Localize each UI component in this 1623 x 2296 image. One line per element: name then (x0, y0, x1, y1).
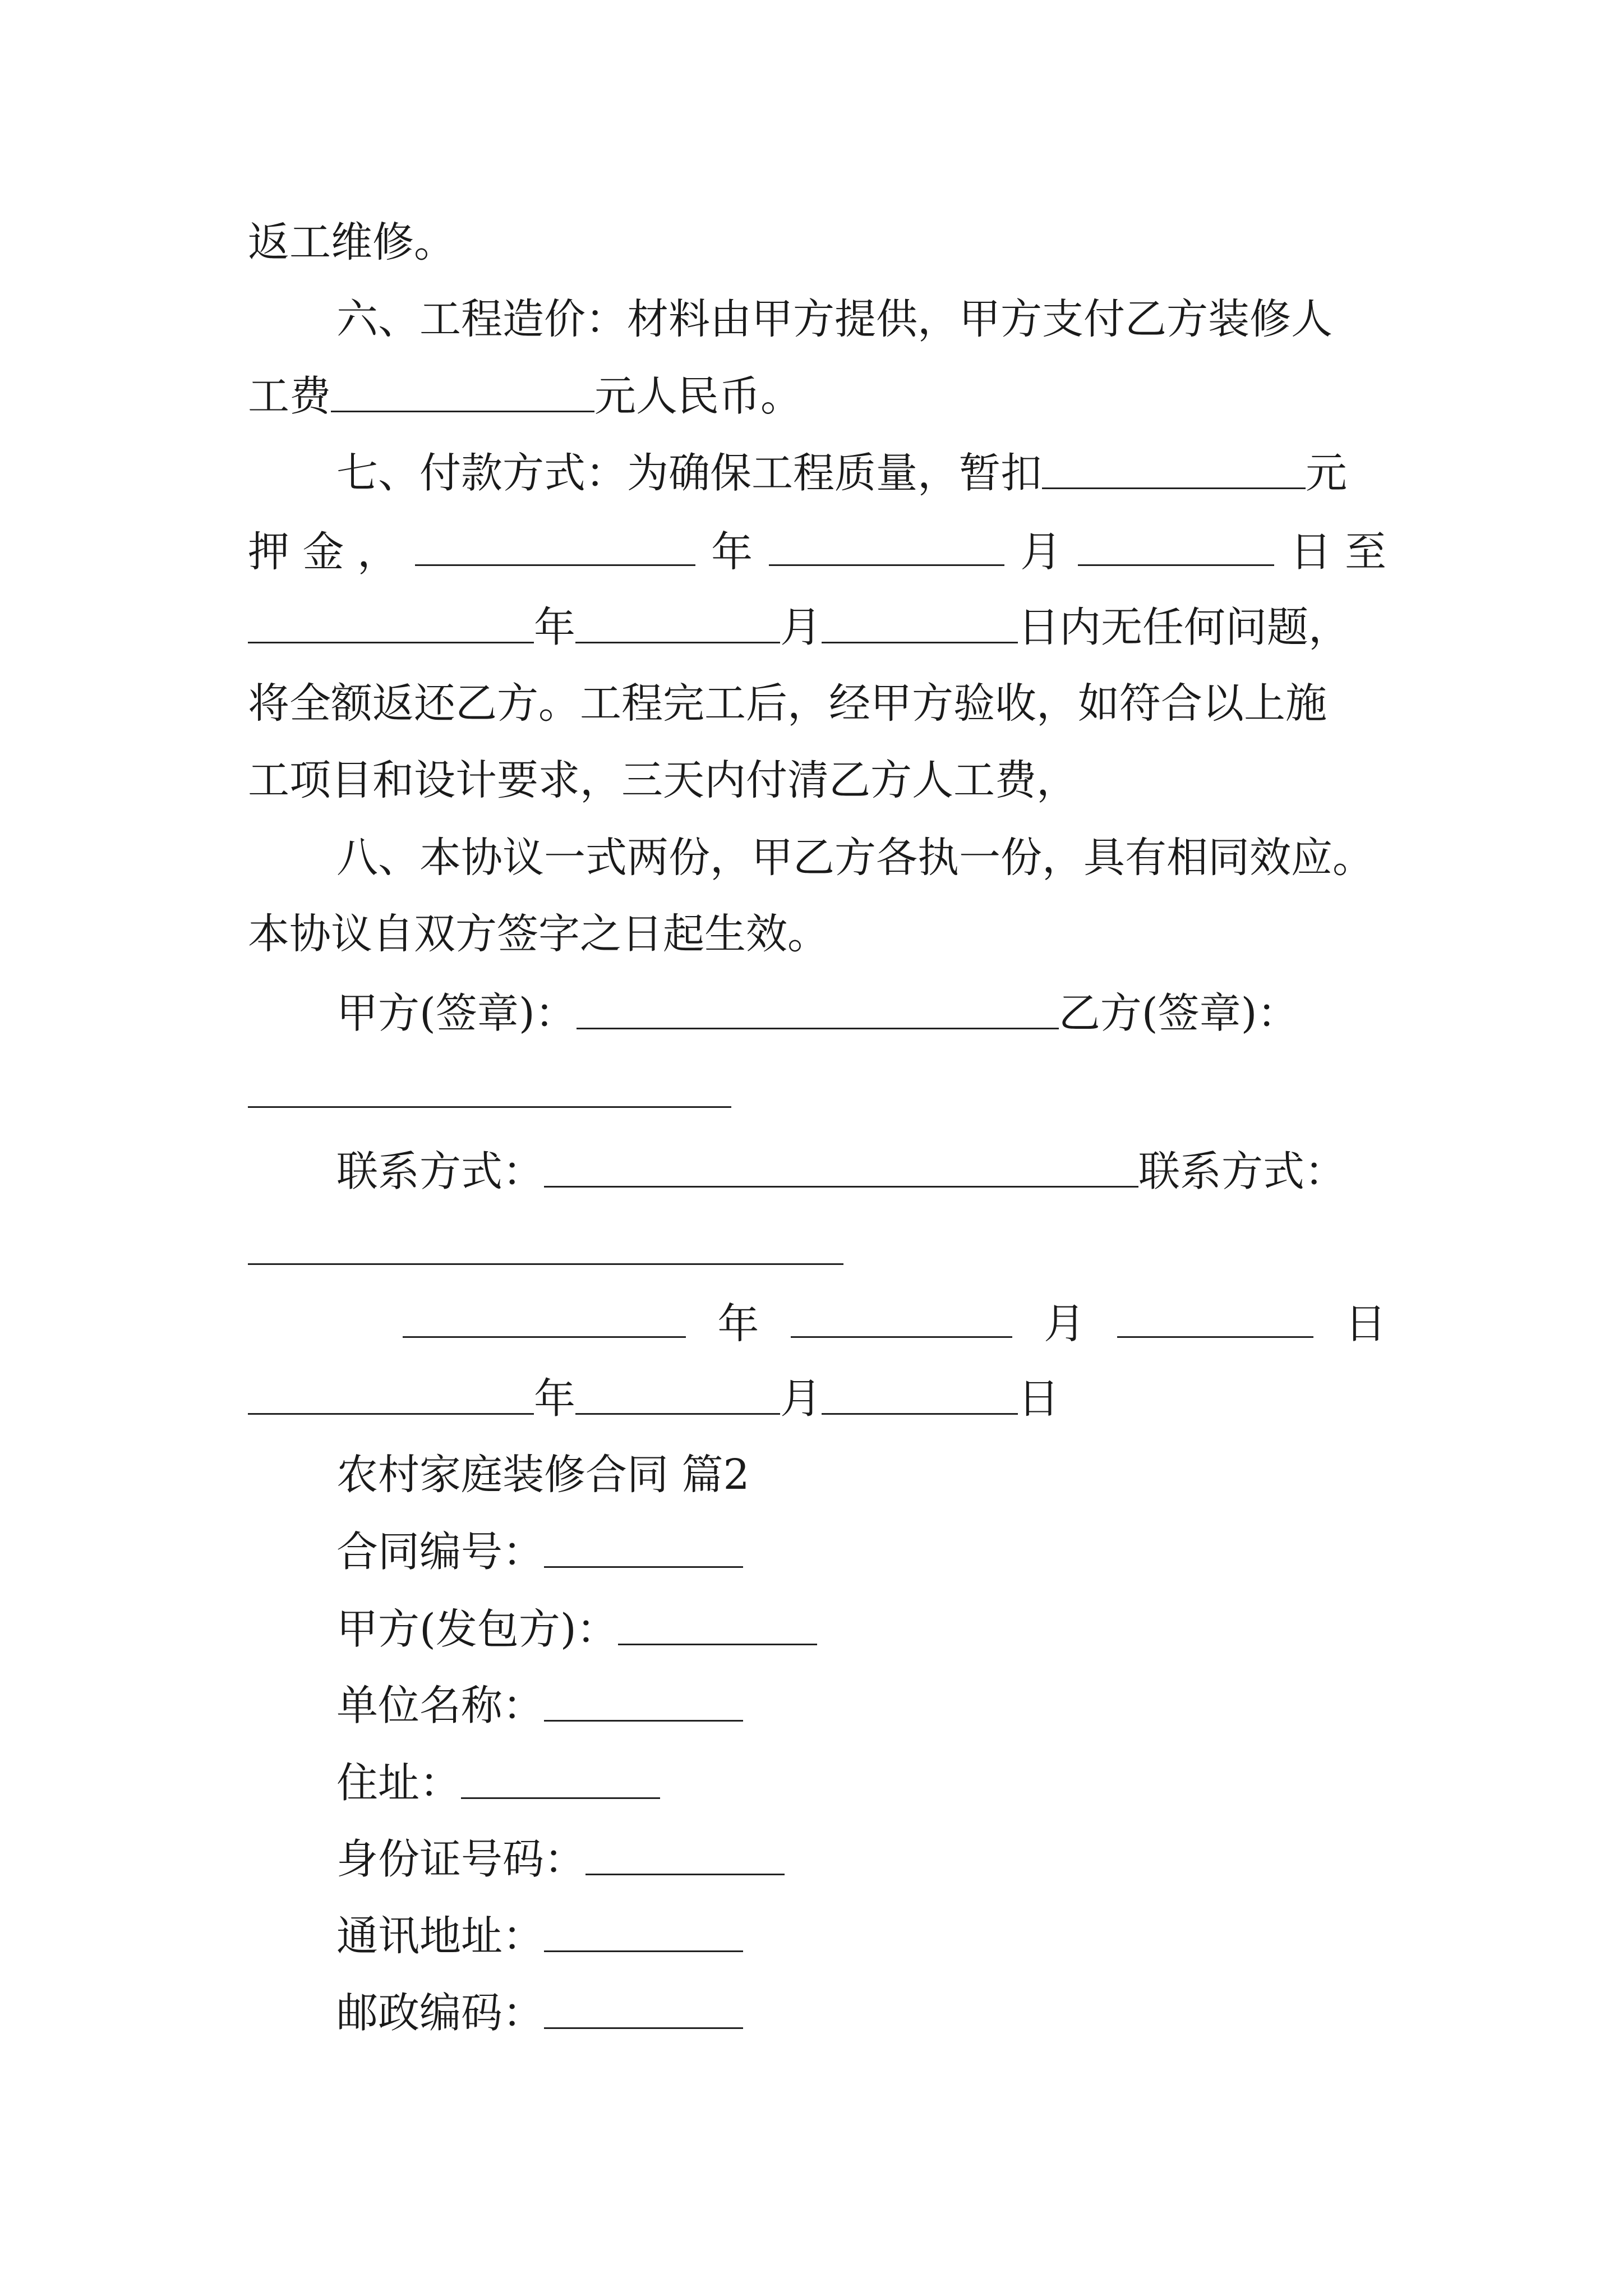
field-contract-no (336, 1527, 743, 1576)
text: 七、付款方式：为确保工程质量，暂扣 (336, 449, 1042, 498)
field-unit-name (336, 1681, 743, 1730)
signature-row (336, 989, 1299, 1038)
party-b-contact-blank[interactable] (248, 1263, 843, 1265)
from-day-blank[interactable] (1078, 528, 1274, 566)
field-blank[interactable] (585, 1838, 785, 1875)
field-blank[interactable] (544, 1530, 743, 1568)
field-blank[interactable] (461, 1761, 660, 1799)
date-row-a (403, 1299, 1386, 1348)
text-line: 工项目和设计要求，三天内付清乙方人工费， (248, 756, 1078, 804)
text-line: 本协议自双方签字之日起生效。 (248, 910, 829, 958)
text: 年 (534, 1374, 575, 1423)
field-mail-address (336, 1912, 743, 1961)
section-2-heading: 农村家庭装修合同 篇2 (336, 1451, 750, 1499)
text: 年 (711, 527, 753, 576)
party-b-sign-blank[interactable] (248, 1106, 731, 1108)
date-row-b (248, 1374, 1059, 1423)
field-address (336, 1759, 660, 1807)
text: 月 (780, 603, 822, 652)
clause-7-dates-cont (248, 603, 1350, 652)
to-day-blank[interactable] (822, 606, 1018, 643)
field-label: 住址： (336, 1759, 461, 1807)
field-blank[interactable] (544, 1915, 743, 1952)
clause-8: 八、本协议一式两份，甲乙方各执一份，具有相同效应。 (336, 834, 1374, 882)
clause-7 (336, 449, 1347, 498)
to-month-blank[interactable] (575, 606, 780, 643)
clause-6: 六、工程造价：材料由甲方提供，甲方支付乙方装修人 (336, 295, 1332, 343)
text: 押 金 ， (248, 527, 399, 576)
party-b-contact-label: 联系方式： (1138, 1147, 1346, 1196)
field-label: 通讯地址： (336, 1912, 544, 1961)
date-b-day-blank[interactable] (822, 1377, 1018, 1415)
field-id-number (336, 1835, 785, 1884)
text: 日 (1344, 1299, 1386, 1348)
date-a-day-blank[interactable] (1117, 1300, 1313, 1338)
text-line: 返工维修。 (248, 218, 455, 266)
contact-row (336, 1147, 1346, 1196)
field-blank[interactable] (544, 1991, 743, 2029)
to-year-blank[interactable] (248, 606, 534, 643)
from-year-blank[interactable] (415, 528, 695, 566)
date-b-month-blank[interactable] (575, 1377, 780, 1415)
party-a-sign-blank[interactable] (577, 992, 1059, 1029)
text: 月 (1044, 1299, 1086, 1348)
field-label: 甲方(发包方)： (336, 1605, 618, 1654)
text: 日 至 (1290, 527, 1386, 576)
date-a-year-blank[interactable] (403, 1300, 686, 1338)
text: 元人民币。 (594, 372, 802, 421)
text: 工费 (248, 372, 331, 421)
text: 日 (1018, 1374, 1059, 1423)
party-a-sign-label: 甲方(签章)： (336, 989, 577, 1038)
field-label: 单位名称： (336, 1681, 544, 1730)
clause-7-dates (248, 527, 1386, 576)
text-line: 将全额返还乙方。工程完工后，经甲方验收，如符合以上施 (248, 679, 1327, 728)
field-label: 身份证号码： (336, 1835, 585, 1884)
text: 元 (1306, 449, 1347, 498)
text: 年 (534, 603, 575, 652)
field-label: 邮政编码： (336, 1989, 544, 2037)
from-month-blank[interactable] (769, 528, 1004, 566)
field-postcode (336, 1989, 743, 2037)
field-blank[interactable] (618, 1608, 817, 1645)
field-label: 合同编号： (336, 1527, 544, 1576)
field-blank[interactable] (544, 1684, 743, 1722)
party-a-contact-label: 联系方式： (336, 1147, 544, 1196)
deposit-blank[interactable] (1042, 452, 1306, 489)
party-b-sign-label: 乙方(签章)： (1058, 989, 1299, 1038)
date-a-month-blank[interactable] (791, 1300, 1012, 1338)
clause-6-cont (248, 372, 802, 421)
text: 月 (780, 1374, 822, 1423)
date-b-year-blank[interactable] (248, 1377, 534, 1415)
field-party-a (336, 1605, 817, 1654)
text: 年 (717, 1299, 759, 1348)
fee-blank[interactable] (331, 375, 594, 412)
text: 日内无任何问题， (1018, 603, 1350, 652)
text: 月 (1020, 527, 1062, 576)
party-a-contact-blank[interactable] (544, 1150, 1138, 1188)
